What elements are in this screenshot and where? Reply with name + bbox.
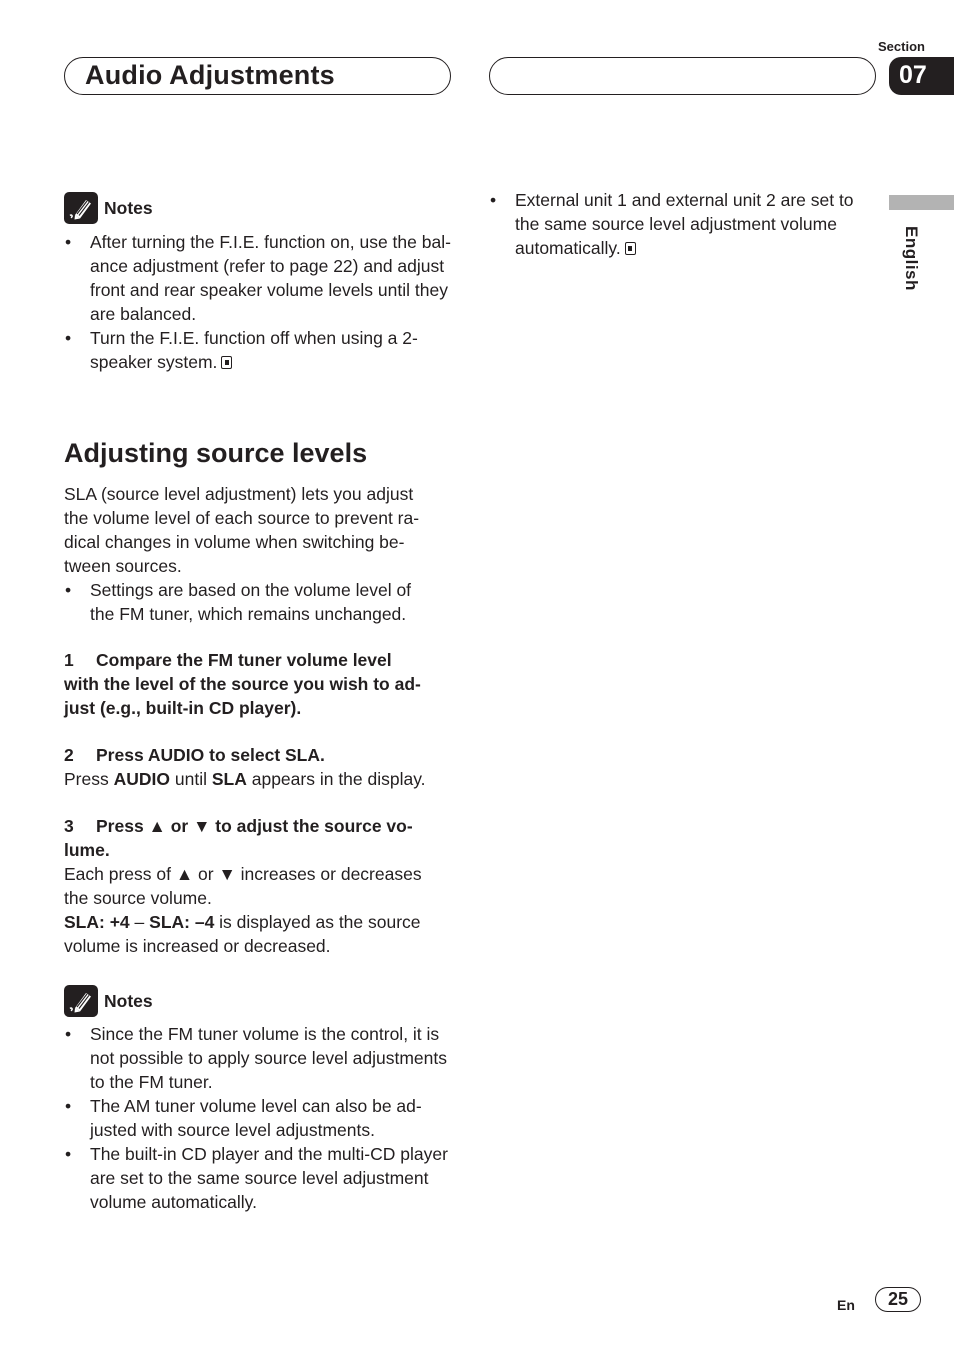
step-detail-line: Each press of ▲ or ▼ increases or decreases [64, 864, 422, 884]
note-text-line: The AM tuner volume level can also be ad- [90, 1096, 422, 1116]
note-text-line: automatically. [515, 238, 621, 258]
detail-keyword: AUDIO [113, 769, 170, 789]
step-text-line: Press ▲ or ▼ to adjust the source vo- [96, 816, 413, 836]
detail-text: Press [64, 769, 109, 789]
detail-keyword: SLA [211, 769, 247, 789]
step-3 [64, 814, 456, 958]
notes-heading-label: Notes [104, 198, 153, 218]
bullet-icon: • [65, 1096, 72, 1116]
bullet-icon: • [65, 328, 72, 348]
step-text-line: lume. [64, 840, 110, 860]
note-text-line: not possible to apply source level adjustments [90, 1048, 448, 1068]
header-title-frame [64, 57, 451, 95]
range-dash: – [134, 912, 145, 932]
intro-line: SLA (source level adjustment) lets you adjust [64, 484, 414, 504]
note-text-line: External unit 1 and external unit 2 are set to [515, 190, 854, 210]
range-to: SLA: –4 [149, 912, 215, 932]
notes-block-2 [64, 985, 456, 1214]
notes-heading [64, 985, 456, 1017]
section-label: Section [878, 39, 925, 54]
note-text-line: are set to the same source level adjustment [90, 1168, 429, 1188]
detail-text: until [174, 769, 207, 789]
note-text-line: ance adjustment (refer to page 22) and adjust [90, 256, 445, 276]
note-item [64, 326, 456, 374]
note-text-line: justed with source level adjustments. [90, 1120, 375, 1140]
intro-bullet-line: the FM tuner, which remains unchanged. [90, 604, 407, 624]
step-range-line [64, 910, 456, 934]
step-detail-line: the source volume. [64, 888, 212, 908]
note-text-line: are balanced. [90, 304, 197, 324]
intro-paragraph [64, 482, 456, 626]
step-detail-line: volume is increased or decreased. [64, 936, 331, 956]
note-item [64, 1142, 456, 1214]
header-blank-frame [489, 57, 876, 95]
bullet-icon: • [65, 1024, 72, 1044]
pencil-note-icon [64, 985, 98, 1017]
footer-language-code: En [837, 1297, 855, 1313]
bullet-icon: • [65, 1144, 72, 1164]
intro-bullet [64, 578, 456, 626]
end-mark-icon [625, 242, 636, 255]
notes-block-1 [64, 192, 456, 374]
step-number: 3 [64, 816, 74, 836]
page-number: 25 [875, 1287, 921, 1312]
note-item [489, 188, 861, 260]
language-tab-bar [889, 195, 954, 210]
intro-line: dical changes in volume when switching be- [64, 532, 405, 552]
note-item [64, 1094, 456, 1142]
note-text-line: front and rear speaker volume levels until they [90, 280, 448, 300]
end-mark-icon [221, 356, 232, 369]
note-text-line: Turn the F.I.E. function off when using a 2- [90, 328, 418, 348]
step-number: 2 [64, 745, 74, 765]
step-1 [64, 648, 456, 720]
intro-line: the volume level of each source to prevent ra- [64, 508, 420, 528]
note-text-line: the same source level adjustment volume [515, 214, 837, 234]
pencil-note-icon [64, 192, 98, 224]
range-from: SLA: +4 [64, 912, 130, 932]
notes-heading [64, 192, 456, 224]
step-text-line: Compare the FM tuner volume level [96, 650, 392, 670]
step-detail [64, 767, 456, 791]
note-text-line: volume automatically. [90, 1192, 257, 1212]
step-text-line: with the level of the source you wish to ad- [64, 674, 421, 694]
note-text-line: to the FM tuner. [90, 1072, 213, 1092]
bullet-icon: • [65, 580, 72, 600]
bullet-icon: • [65, 232, 72, 252]
range-text: is displayed as the source [219, 912, 421, 932]
note-item [64, 230, 456, 326]
detail-text: appears in the display. [251, 769, 426, 789]
section-heading: Adjusting source levels [64, 438, 368, 468]
bullet-icon: • [490, 190, 497, 210]
step-2 [64, 743, 456, 791]
intro-bullet-line: Settings are based on the volume level of [90, 580, 412, 600]
section-badge [889, 57, 954, 95]
intro-line: tween sources. [64, 556, 182, 576]
notes-heading-label: Notes [104, 991, 153, 1011]
step-text: Press AUDIO to select SLA. [96, 745, 325, 765]
note-text-line: Since the FM tuner volume is the control, it is [90, 1024, 440, 1044]
step-text-line: just (e.g., built-in CD player). [64, 698, 302, 718]
note-text-line: After turning the F.I.E. function on, use the bal- [90, 232, 451, 252]
right-column-note [489, 188, 861, 260]
section-number: 07 [899, 61, 927, 89]
language-tab-label: English [902, 226, 921, 291]
note-item [64, 1022, 456, 1094]
step-number: 1 [64, 650, 74, 670]
note-text-line: speaker system. [90, 352, 218, 372]
note-text-line: The built-in CD player and the multi-CD player [90, 1144, 448, 1164]
chapter-title: Audio Adjustments [85, 60, 335, 90]
